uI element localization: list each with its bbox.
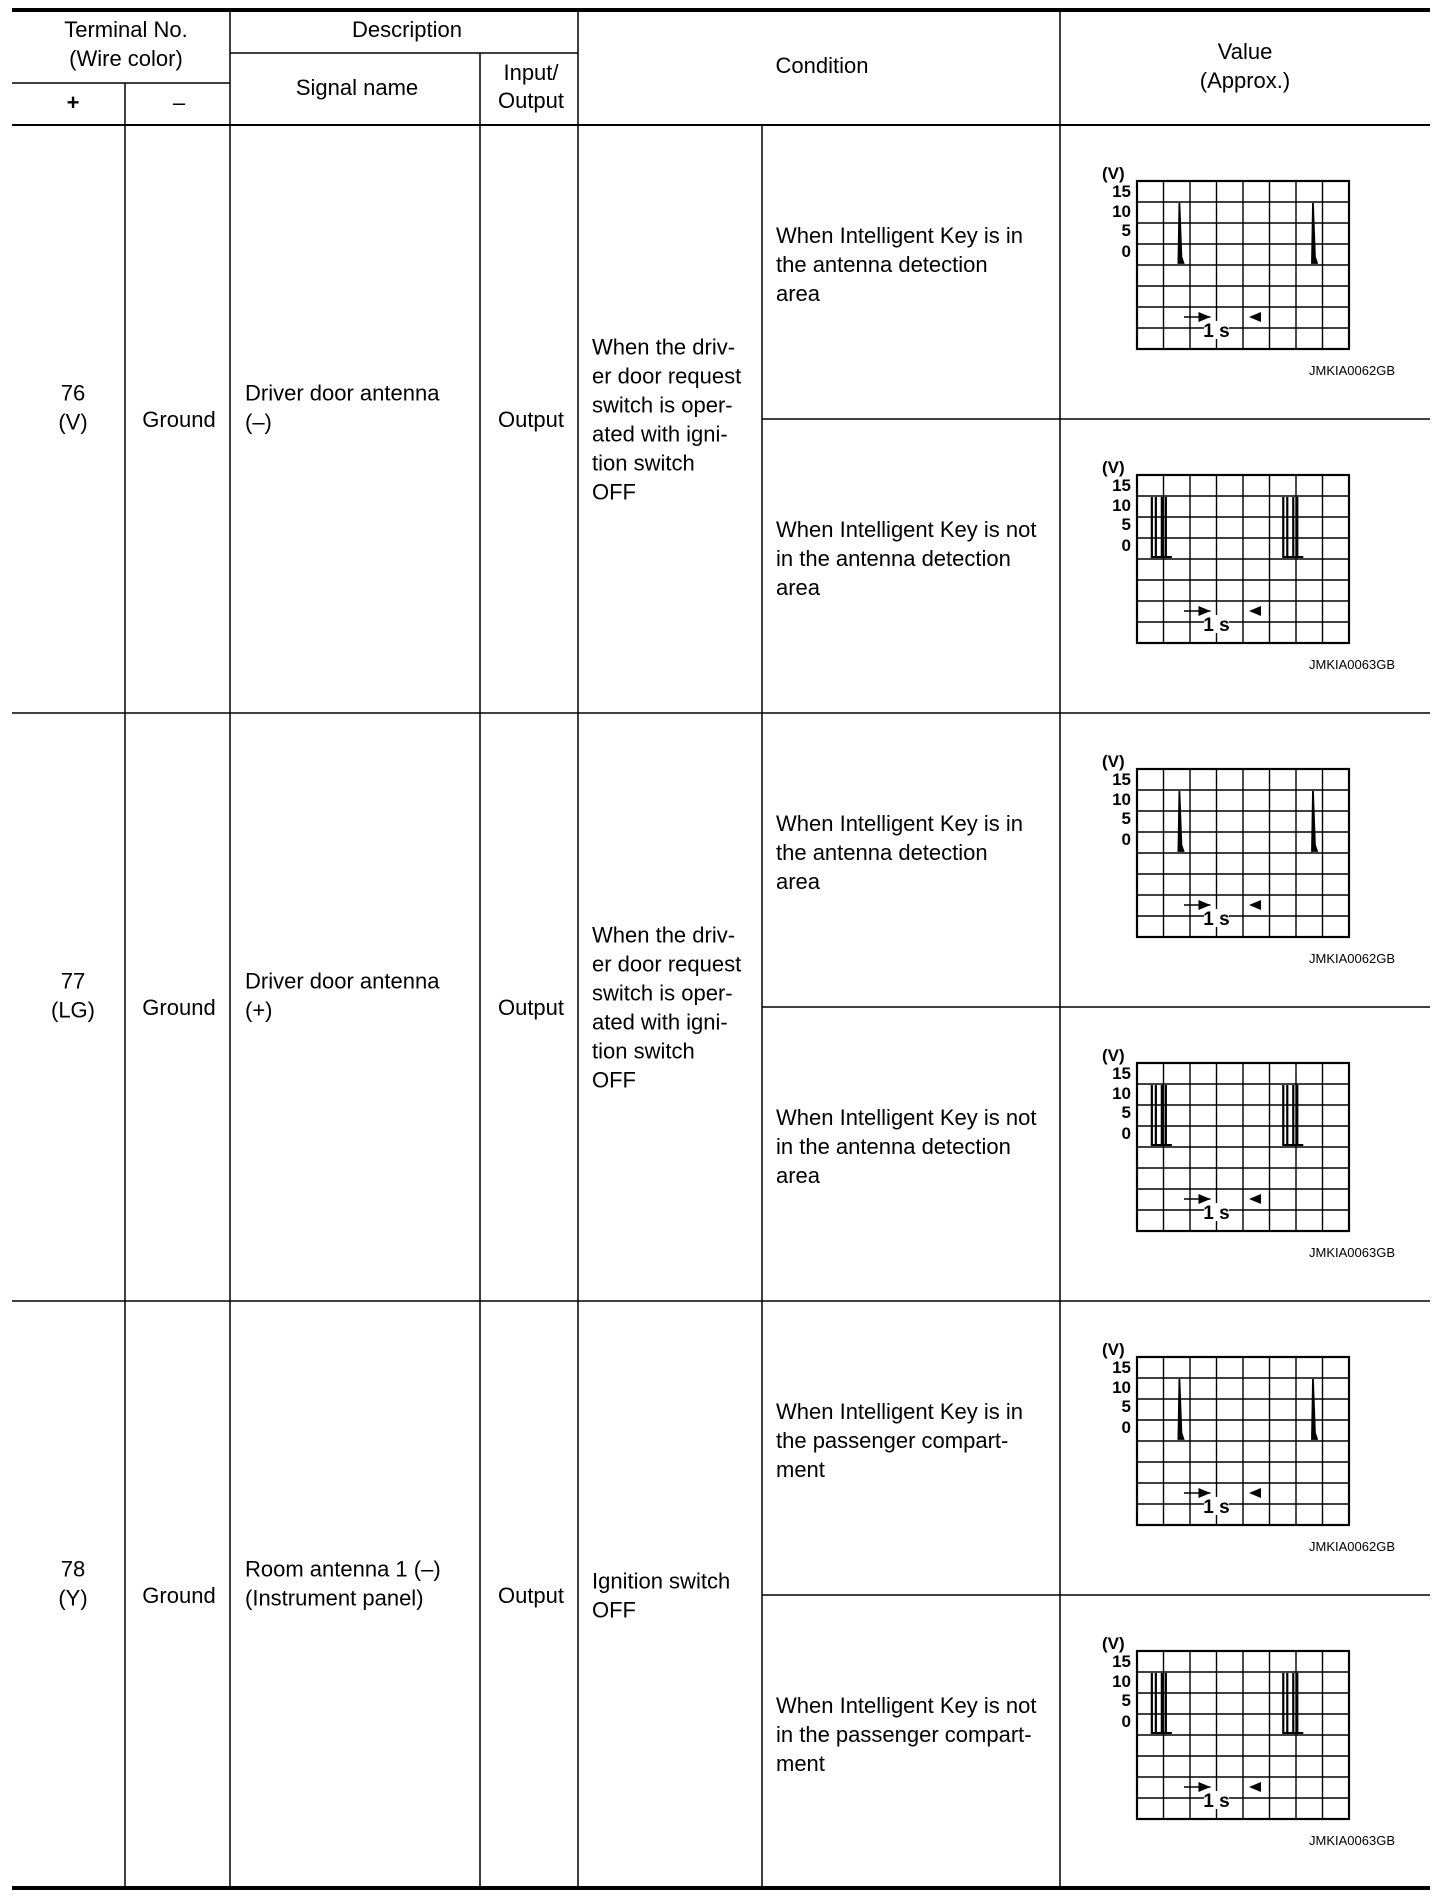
scope-tick-label: 10 <box>1112 1672 1131 1691</box>
scope-tick-label: 15 <box>1112 476 1131 495</box>
main-condition: OFF <box>592 479 636 505</box>
signal-pulse <box>1312 791 1317 851</box>
signal-name: Driver door antenna <box>245 380 440 406</box>
waveform-chart <box>1102 752 1395 966</box>
signal-pulse <box>1312 1379 1317 1439</box>
terminal-number: 78 <box>60 1556 86 1582</box>
sub-condition: When Intelligent Key is not <box>776 517 1037 542</box>
sub-condition: the antenna detection <box>776 252 988 277</box>
header-signal-name: Signal name <box>295 75 419 100</box>
scope-tick-label: 0 <box>1121 536 1131 555</box>
sub-condition: the passenger compart- <box>776 1428 1009 1453</box>
main-condition: When the driv- <box>592 922 736 948</box>
scope-tick-label: 5 <box>1121 1397 1131 1416</box>
figure-code: JMKIA0063GB <box>1309 1245 1395 1260</box>
signal-pulse <box>1178 203 1183 263</box>
ground-terminal: Ground <box>142 1583 216 1608</box>
terminal-number: 77 <box>60 968 86 994</box>
scope-tick-label: 10 <box>1112 1084 1131 1103</box>
main-condition: When the driv- <box>592 334 736 360</box>
scope-unit-label: (V) <box>1102 164 1125 183</box>
scope-tick-label: 10 <box>1112 202 1131 221</box>
main-condition: tion switch <box>592 450 695 476</box>
sub-condition: in the antenna detection <box>776 546 1011 571</box>
main-condition: OFF <box>592 1067 636 1093</box>
main-condition: ated with igni- <box>592 421 728 447</box>
scope-tick-label: 10 <box>1112 790 1131 809</box>
time-arrowhead <box>1249 1782 1261 1792</box>
waveform-chart <box>1102 458 1395 672</box>
sub-condition: ment <box>776 1457 825 1482</box>
main-condition: switch is oper- <box>592 980 733 1006</box>
figure-code: JMKIA0062GB <box>1309 951 1395 966</box>
signal-name: (Instrument panel) <box>245 1585 424 1611</box>
scope-tick-label: 10 <box>1112 496 1131 515</box>
main-condition: tion switch <box>592 1038 695 1064</box>
sub-condition-row <box>776 164 1395 378</box>
figure-code: JMKIA0063GB <box>1309 657 1395 672</box>
signal-pulse <box>1178 791 1183 851</box>
ground-terminal: Ground <box>142 407 216 432</box>
table-row <box>51 752 1395 1260</box>
time-arrowhead <box>1249 1194 1261 1204</box>
input-output: Output <box>497 995 565 1020</box>
sub-condition: When Intelligent Key is in <box>776 811 1024 836</box>
table-row <box>58 164 1395 672</box>
sub-condition: in the antenna detection <box>776 1134 1011 1159</box>
header-value: Value <box>1217 39 1273 64</box>
scope-tick-label: 0 <box>1121 242 1131 261</box>
time-arrowhead <box>1249 1488 1261 1498</box>
signal-name: (+) <box>245 997 273 1023</box>
sub-condition: When Intelligent Key is not <box>776 1105 1037 1130</box>
main-condition: er door request <box>592 363 742 389</box>
terminal-number: 76 <box>60 380 86 406</box>
waveform-chart <box>1102 1634 1395 1848</box>
input-output: Output <box>497 407 565 432</box>
scope-unit-label: (V) <box>1102 1340 1125 1359</box>
sub-condition: area <box>776 575 821 600</box>
header-minus: – <box>172 90 186 115</box>
main-condition: OFF <box>592 1597 636 1623</box>
sub-condition: area <box>776 281 821 306</box>
scope-tick-label: 10 <box>1112 1378 1131 1397</box>
sub-condition: in the passenger compart- <box>776 1722 1032 1747</box>
terminal-number: (Y) <box>58 1585 88 1611</box>
waveform-chart <box>1102 1340 1395 1554</box>
scope-tick-label: 5 <box>1121 1691 1131 1710</box>
figure-code: JMKIA0062GB <box>1309 363 1395 378</box>
scope-unit-label: (V) <box>1102 458 1125 477</box>
sub-condition: When Intelligent Key is in <box>776 223 1024 248</box>
sub-condition-row <box>776 1046 1395 1260</box>
header-terminal-no: Terminal No. <box>64 17 188 42</box>
scope-unit-label: (V) <box>1102 752 1125 771</box>
scope-time-label: 1 s <box>1203 615 1230 636</box>
sub-condition: the antenna detection <box>776 840 988 865</box>
table-header <box>64 17 1290 115</box>
terminal-number: (V) <box>58 409 88 435</box>
waveform-chart <box>1102 1046 1395 1260</box>
scope-tick-label: 15 <box>1112 1652 1131 1671</box>
scope-tick-label: 0 <box>1121 1418 1131 1437</box>
scope-tick-label: 15 <box>1112 1358 1131 1377</box>
header-approx: (Approx.) <box>1199 68 1291 93</box>
sub-condition: ment <box>776 1751 825 1776</box>
ground-terminal: Ground <box>142 995 216 1020</box>
sub-condition-row <box>776 458 1395 672</box>
scope-tick-label: 15 <box>1112 770 1131 789</box>
scope-tick-label: 0 <box>1121 1712 1131 1731</box>
sub-condition: area <box>776 869 821 894</box>
main-condition: er door request <box>592 951 742 977</box>
scope-tick-label: 5 <box>1121 221 1131 240</box>
signal-name: Driver door antenna <box>245 968 440 994</box>
signal-name: (–) <box>245 409 272 435</box>
signal-pulse <box>1178 1379 1183 1439</box>
sub-condition-row <box>776 1340 1395 1554</box>
table-row <box>58 1340 1395 1848</box>
header-condition: Condition <box>775 53 869 78</box>
scope-tick-label: 15 <box>1112 182 1131 201</box>
header-input-output: Input/ <box>503 60 559 85</box>
sub-condition-row <box>776 1634 1395 1848</box>
scope-tick-label: 15 <box>1112 1064 1131 1083</box>
sub-condition: When Intelligent Key is in <box>776 1399 1024 1424</box>
input-output: Output <box>497 1583 565 1608</box>
waveform-chart <box>1102 164 1395 378</box>
signal-name: Room antenna 1 (–) <box>245 1556 441 1582</box>
scope-unit-label: (V) <box>1102 1634 1125 1653</box>
scope-time-label: 1 s <box>1203 1497 1230 1518</box>
header-description: Description <box>351 17 463 42</box>
scope-time-label: 1 s <box>1203 321 1230 342</box>
scope-tick-label: 5 <box>1121 515 1131 534</box>
scope-unit-label: (V) <box>1102 1046 1125 1065</box>
figure-code: JMKIA0063GB <box>1309 1833 1395 1848</box>
signal-pulse <box>1312 203 1317 263</box>
scope-tick-label: 5 <box>1121 809 1131 828</box>
header-input-output: Output <box>497 88 565 113</box>
main-condition: ated with igni- <box>592 1009 728 1035</box>
time-arrowhead <box>1249 606 1261 616</box>
scope-tick-label: 5 <box>1121 1103 1131 1122</box>
terminal-number: (LG) <box>51 997 95 1023</box>
main-condition: switch is oper- <box>592 392 733 418</box>
header-wire-color: (Wire color) <box>69 46 183 71</box>
scope-time-label: 1 s <box>1203 1203 1230 1224</box>
scope-tick-label: 0 <box>1121 830 1131 849</box>
sub-condition: When Intelligent Key is not <box>776 1693 1037 1718</box>
time-arrowhead <box>1249 312 1261 322</box>
table-grid <box>12 10 1430 1888</box>
sub-condition: area <box>776 1163 821 1188</box>
scope-tick-label: 0 <box>1121 1124 1131 1143</box>
scope-time-label: 1 s <box>1203 909 1230 930</box>
figure-code: JMKIA0062GB <box>1309 1539 1395 1554</box>
main-condition: Ignition switch <box>592 1568 731 1594</box>
scope-time-label: 1 s <box>1203 1791 1230 1812</box>
header-plus: + <box>66 90 80 115</box>
time-arrowhead <box>1249 900 1261 910</box>
sub-condition-row <box>776 752 1395 966</box>
